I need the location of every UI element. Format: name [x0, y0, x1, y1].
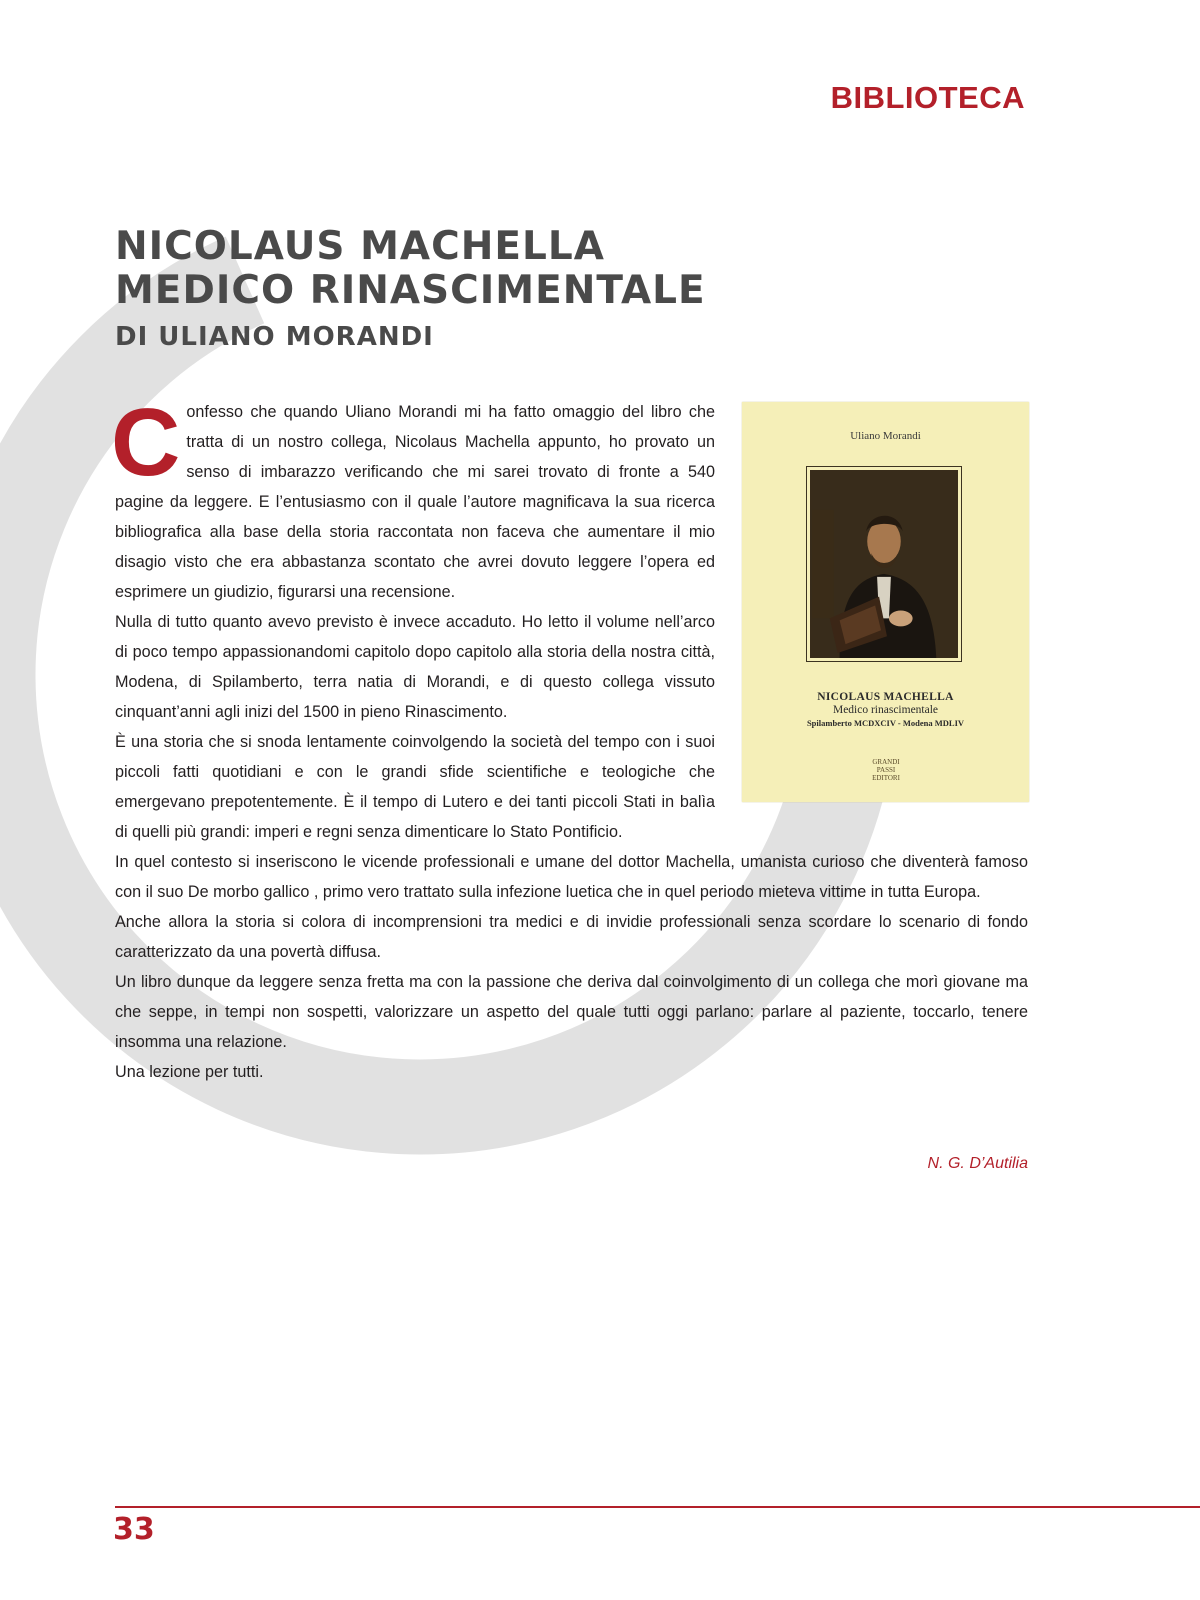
- cover-subtitle: Medico rinascimentale: [832, 704, 939, 716]
- cover-text-wrap-spacer: [715, 397, 1028, 842]
- article-paragraph: Anche allora la storia si colora di incomprensioni tra medici e di invidie professionali senza scordare lo scenario di fondo caratterizzato da una povertà diffusa.: [115, 913, 1028, 961]
- article-signature: N. G. D’Autilia: [927, 1155, 1028, 1172]
- article-paragraph: È una storia che si snoda lentamente coinvolgendo la società del tempo con i suoi piccoli fatti quotidiani e con le grandi sfide scientifiche e teologiche che emergevano prepotentemente. È il tempo di Lutero e dei tanti piccoli Stati in balìa di quelli più grandi: imperi e regni senza dimenticare lo Stato Pontificio.: [115, 733, 715, 841]
- drop-cap: C: [111, 389, 181, 496]
- cover-title: NICOLAUS MACHELLA: [817, 691, 954, 703]
- publisher-line-2: PASSI: [876, 766, 896, 774]
- paragraph-text: onfesso che quando Uliano Morandi mi ha fatto omaggio del libro che tratta di un nostro collega, Nicolaus Machella appunto, ho provato un senso di imbarazzo verificando che mi sarei trovato di fronte a 540 pagine da leggere. E l’entusiasmo con il quale l’autore magnificava la sua ricerca bibliografica alla base della storia raccontata non faceva che aumentare il mio disagio visto che era abbastanza scontato che avrei dovuto leggere l’opera ed esprimere un giudizio, figurarsi una recensione.: [115, 403, 715, 601]
- article-paragraph: In quel contesto si inseriscono le vicende professionali e umane del dottor Machella, umanista curioso che diventerà famoso con il suo De morbo gallico , primo vero trattato sulla infezione luetica che in quel periodo mieteva vittime in tutta Europa.: [115, 853, 1028, 901]
- cover-author: Uliano Morandi: [850, 430, 921, 442]
- publisher-line-1: GRANDI: [872, 758, 900, 766]
- section-label: BIBLIOTECA: [830, 80, 1025, 115]
- article-title: [115, 225, 706, 313]
- article-paragraph: Nulla di tutto quanto avevo previsto è invece accaduto. Ho letto il volume nell’arco di poco tempo appassionandomi capitolo dopo capitolo alla storia della nostra città, Modena, di Spilamberto, terra natia di Morandi, e di questo collega vissuto cinquant’anni agli inizi del 1500 in pieno Rinascimento.: [115, 613, 715, 721]
- title-line-1: NICOLAUS MACHELLA: [115, 224, 605, 269]
- publisher-line-3: EDITORI: [872, 774, 900, 782]
- cover-places: Spilamberto MCDXCIV - Modena MDLIV: [806, 718, 965, 728]
- page-number: 33: [113, 1512, 155, 1547]
- title-line-2: MEDICO RINASCIMENTALE: [115, 268, 706, 313]
- article-paragraph: Una lezione per tutti.: [115, 1063, 264, 1081]
- article-paragraph: Un libro dunque da leggere senza fretta ma con la passione che deriva dal coinvolgimento di un collega che morì giovane ma che seppe, in tempi non sospetti, valorizzare un aspetto del quale tutti oggi parlano: parlare al paziente, toccarlo, tenere insomma una relazione.: [115, 973, 1028, 1051]
- article-body: [111, 389, 1028, 1087]
- article-byline: DI ULIANO MORANDI: [115, 322, 434, 352]
- footer-divider: [115, 1506, 1200, 1508]
